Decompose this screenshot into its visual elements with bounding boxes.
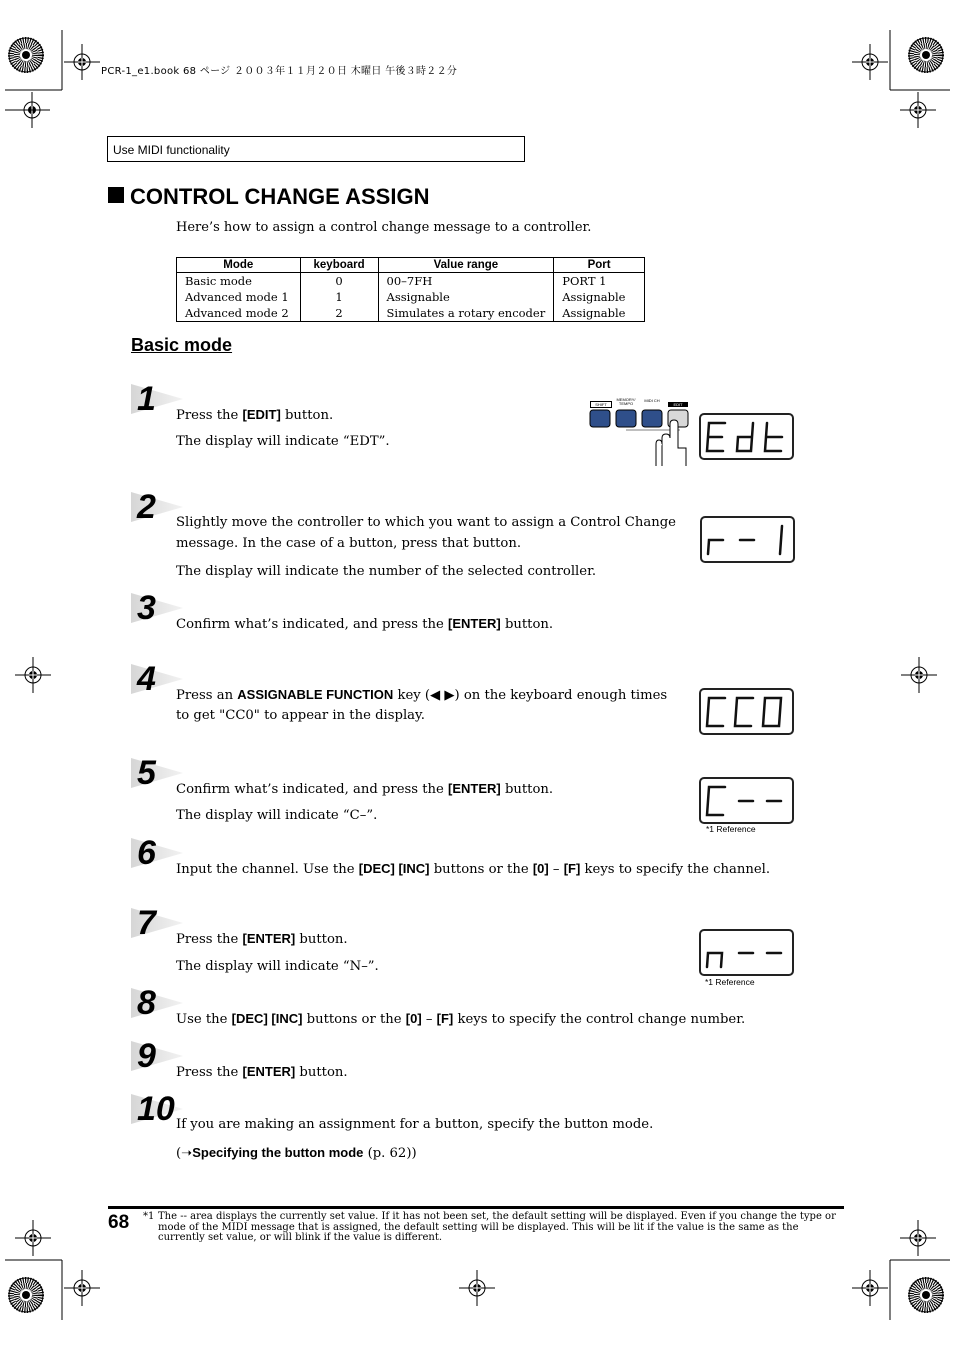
page-title-text: CONTROL CHANGE ASSIGN <box>130 184 430 209</box>
step-text: Press an ASSIGNABLE FUNCTION key (◀ ▶) on the keyboard enough times <box>176 687 668 703</box>
step-number: 1 <box>137 380 156 418</box>
table-cell: 2 <box>300 305 378 322</box>
step-number: 5 <box>137 754 156 792</box>
step-text: Confirm what’s indicated, and press the [ENTER] button. <box>176 616 554 632</box>
table-row <box>177 305 645 322</box>
table-cell: 00–7FH <box>378 273 554 290</box>
table-cell: 0 <box>300 273 378 290</box>
step-number: 2 <box>137 488 156 526</box>
step-text: The display will indicate “C–”. <box>176 808 378 823</box>
step-number: 10 <box>137 1090 175 1128</box>
table-cell: Advanced mode 1 <box>177 289 301 305</box>
step-text: The display will indicate “EDT”. <box>176 434 390 449</box>
panel-illustration <box>588 398 692 470</box>
step-text: The display will indicate the number of the selected controller. <box>176 564 597 579</box>
lcd-segments <box>702 518 793 561</box>
step-text: (➝Specifying the button mode (p. 62)) <box>176 1145 417 1161</box>
table-header: Value range <box>378 258 554 273</box>
table-cell: Assignable <box>378 289 554 305</box>
table-header: Port <box>554 258 645 273</box>
step-number: 3 <box>137 589 156 627</box>
step-text: Press the [EDIT] button. <box>176 407 334 423</box>
table-row <box>177 273 645 290</box>
footer-rule <box>108 1206 844 1209</box>
footnote-text: The -- area displays the currently set value. If it has not been set, the default setting will be displayed. Even if you change the type or mode of the MIDI message that is assigned, the default setting will be displayed. This will be lit if the value is the same as the currently set value, or will blink if the value is different. <box>158 1211 836 1243</box>
intro-text: Here’s how to assign a control change message to a controller. <box>176 220 592 235</box>
step-text: Press the [ENTER] button. <box>176 1064 348 1080</box>
table-header: keyboard <box>300 258 378 273</box>
section-box: Use MIDI functionality <box>107 136 525 162</box>
panel-label: MIDI CH <box>644 398 660 403</box>
subsection-title: Basic mode <box>131 335 233 355</box>
table-cell: PORT 1 <box>554 273 645 290</box>
step-number: 8 <box>137 984 156 1022</box>
lcd-segments <box>701 415 792 458</box>
step-text: Press the [ENTER] button. <box>176 931 348 947</box>
step-number: 7 <box>137 904 156 942</box>
panel-label: SHIFT <box>590 401 612 408</box>
table-cell: Assignable <box>554 305 645 322</box>
table-cell: 1 <box>300 289 378 305</box>
step-number: 9 <box>137 1037 156 1075</box>
lcd-segments <box>701 931 792 974</box>
page-number: 68 <box>108 1212 130 1233</box>
step-text: If you are making an assignment for a button, specify the button mode. <box>176 1117 654 1132</box>
table-header-row <box>177 258 645 273</box>
step-text: to get "CC0" to appear in the display. <box>176 708 425 723</box>
step-text: Confirm what’s indicated, and press the [ENTER] button. <box>176 781 554 797</box>
reference-note: *1 Reference <box>706 824 756 834</box>
page-title <box>108 184 429 210</box>
step-text: The display will indicate “N–”. <box>176 959 379 974</box>
mode-table <box>176 257 645 322</box>
step-text: Input the channel. Use the [DEC] [INC] buttons or the [0] – [F] keys to specify the channel. <box>176 861 771 877</box>
lcd-display-number <box>699 929 794 976</box>
lcd-segments <box>701 690 792 733</box>
lcd-display-channel <box>699 777 794 824</box>
table-cell: Basic mode <box>177 273 301 290</box>
panel-label: EDIT <box>668 402 688 407</box>
lcd-display-cc0 <box>699 688 794 735</box>
table-header: Mode <box>177 258 301 273</box>
step-number: 4 <box>137 660 156 698</box>
panel-buttons-drawing <box>588 398 692 470</box>
table-cell: Advanced mode 2 <box>177 305 301 322</box>
table-cell: Simulates a rotary encoder <box>378 305 554 322</box>
step-number: 6 <box>137 834 156 872</box>
reference-note: *1 Reference <box>705 977 755 987</box>
footnote-label: *1 <box>143 1211 155 1222</box>
lcd-segments <box>701 779 792 822</box>
square-bullet-icon <box>108 187 124 203</box>
panel-label: MEMORY/ TEMPO <box>616 397 636 406</box>
table-cell: Assignable <box>554 289 645 305</box>
book-header-line: PCR-1_e1.book 68 ページ ２００３年１１月２０日 木曜日 午後３時２２分 <box>101 66 458 77</box>
step-text: message. In the case of a button, press that button. <box>176 536 522 551</box>
lcd-display-controller <box>700 516 795 563</box>
lcd-display-edt <box>699 413 794 460</box>
step-text: Slightly move the controller to which you want to assign a Control Change <box>176 515 676 530</box>
step-text: Use the [DEC] [INC] buttons or the [0] – [F] keys to specify the control change number. <box>176 1011 746 1027</box>
table-row <box>177 289 645 305</box>
